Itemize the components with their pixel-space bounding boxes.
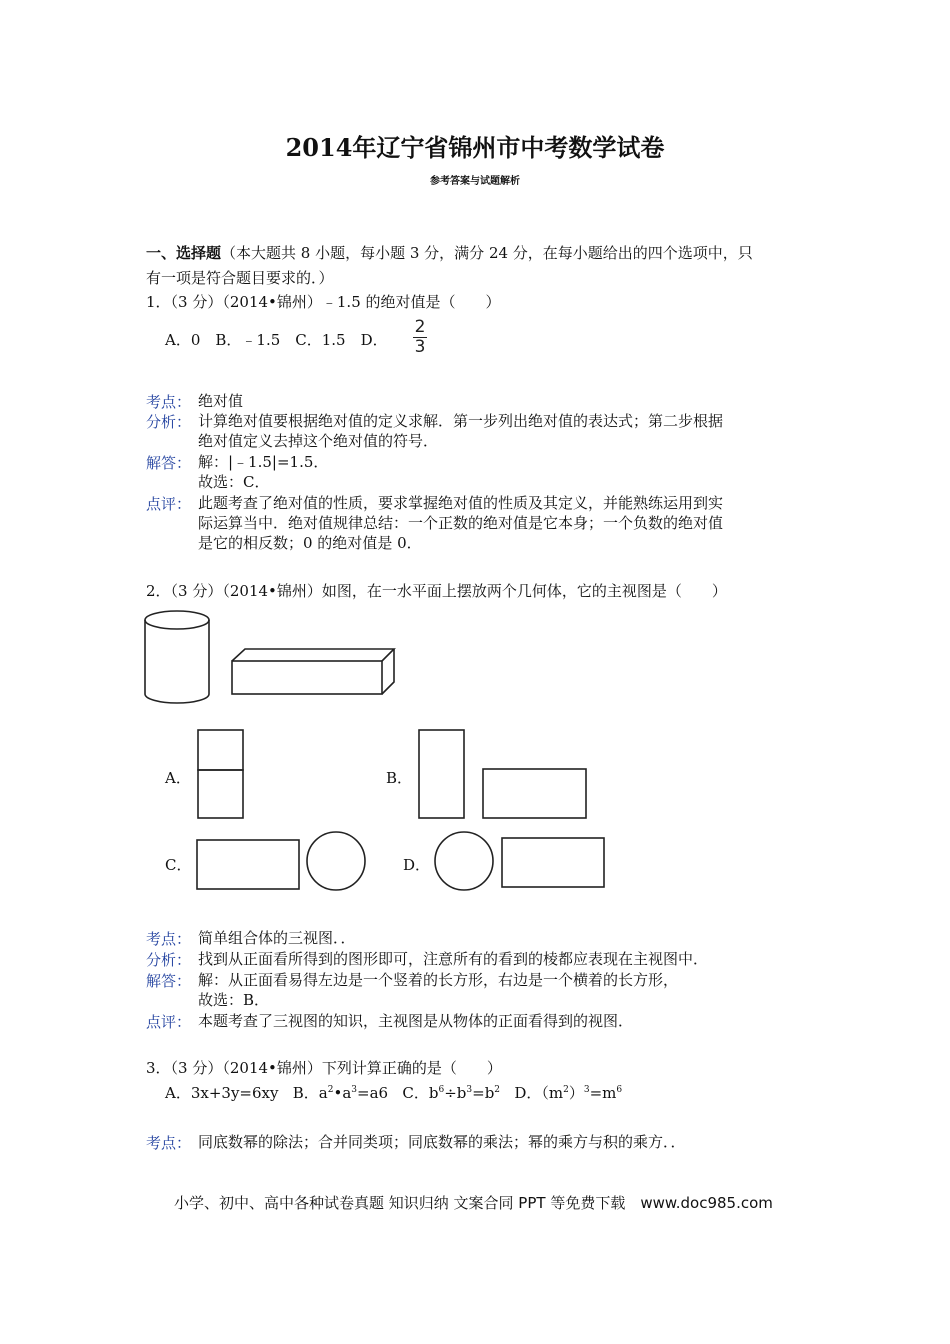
section-heading: 一、选择题 (146, 244, 222, 262)
q3-kaodian-label: 考点： (146, 1134, 192, 1152)
q1-dianping-line3: 是它的相反数；0 的绝对值是 0． (198, 534, 422, 552)
q1-stem: 1．（3 分）（2014•锦州）﹣1.5 的绝对值是（ ） (146, 293, 501, 311)
q3-option-c (402, 1084, 500, 1102)
q2-kaodian: 简单组合体的三视图．． (198, 929, 356, 947)
q2-fenxi-label: 分析： (146, 951, 192, 969)
q1-jieda-label: 解答： (146, 454, 192, 472)
q3-c-part2: ÷b (444, 1084, 467, 1102)
page-footer: 小学、初中、高中各种试卷真题 知识归纳 文案合同 PPT 等免费下载 www.doc985.com (174, 1194, 773, 1212)
q3-d-exp1: 2 (563, 1085, 569, 1095)
page-title: 2014年辽宁省锦州市中考数学试卷 (285, 133, 665, 162)
section-desc-line1: （本大题共 8 小题，每小题 3 分，满分 24 分，在每小题给出的四个选项中，只 (221, 244, 753, 262)
q2-dianping: 本题考查了三视图的知识，主视图是从物体的正面看得到的视图． (198, 1012, 634, 1030)
q2-option-b-label: B． (386, 769, 413, 787)
q2-option-a-label: A． (165, 769, 191, 787)
q2-dianping-label: 点评： (146, 1013, 192, 1031)
q2-option-d-label: D． (403, 856, 431, 874)
q3-c-exp1: 6 (438, 1085, 445, 1095)
q3-c-exp3: 2 (494, 1085, 501, 1095)
option-c-figure (197, 832, 365, 890)
q3-c-exp2: 3 (466, 1085, 473, 1095)
q1-fenxi-line1: 计算绝对值要根据绝对值的定义求解．第一步列出绝对值的表达式；第二步根据 (198, 412, 724, 430)
q2-jieda-line2: 故选：B． (198, 991, 270, 1009)
option-a-figure (198, 730, 243, 818)
q1-kaodian-label: 考点： (146, 393, 192, 411)
q3-stem: 3．（3 分）（2014•锦州）下列计算正确的是（ ） (146, 1059, 502, 1077)
q3-options (165, 1083, 622, 1103)
q3-b-part1: B．a (292, 1084, 328, 1102)
q1-fenxi-line2: 绝对值定义去掉这个绝对值的符号． (198, 432, 439, 450)
q3-d-exp3: 6 (616, 1085, 623, 1095)
q3-b-part3: =a6 (357, 1084, 389, 1102)
q2-kaodian-label: 考点： (146, 930, 192, 948)
q1-frac-numerator: 2 (414, 317, 426, 337)
q3-c-part1: C．b (402, 1084, 439, 1102)
q3-b-exp1: 2 (327, 1085, 334, 1095)
q3-option-d (514, 1084, 622, 1102)
q3-option-b (293, 1084, 388, 1102)
option-d-figure (435, 832, 604, 890)
q1-dianping-label: 点评： (146, 495, 192, 513)
q3-kaodian: 同底数幂的除法；合并同类项；同底数幂的乘法；幂的乘方与积的乘方．． (198, 1133, 686, 1151)
q3-option-a: A．3x+3y=6xy (165, 1084, 279, 1102)
q3-c-part3: =b (472, 1084, 495, 1102)
cuboid-figure (232, 649, 394, 694)
q1-fenxi-label: 分析： (146, 413, 192, 431)
page-subtitle: 参考答案与试题解析 (430, 176, 520, 187)
q1-options: A．0 B．﹣1.5 C．1.5 D． (165, 331, 388, 349)
q1-jieda-line1: 解：|﹣1.5|=1.5． (198, 453, 329, 471)
q2-jieda-line1: 解：从正面看易得左边是一个竖着的长方形，右边是一个横着的长方形， (198, 971, 679, 989)
q2-jieda-label: 解答： (146, 972, 192, 990)
q3-d-exp2: 3 (583, 1085, 590, 1095)
q1-dianping-line1: 此题考查了绝对值的性质，要求掌握绝对值的性质及其定义，并能熟练运用到实 (198, 494, 724, 512)
option-b-figure (419, 730, 586, 818)
cylinder-figure (145, 611, 209, 703)
q1-jieda-line2: 故选：C． (198, 473, 270, 491)
q1-dianping-line2: 际运算当中．绝对值规律总结：一个正数的绝对值是它本身；一个负数的绝对值 (198, 514, 724, 532)
q1-frac-denominator: 3 (414, 337, 426, 357)
q3-b-exp2: 3 (351, 1085, 358, 1095)
q2-option-c-label: C． (165, 856, 192, 874)
q2-stem: 2．（3 分）（2014•锦州）如图，在一水平面上摆放两个几何体，它的主视图是（ ） (146, 582, 727, 600)
section-desc-line2: 有一项是符合题目要求的．） (146, 269, 334, 287)
q3-d-part3: =m (589, 1084, 617, 1102)
q3-d-part2: ） (568, 1084, 584, 1102)
q3-d-part1: D．（m (514, 1084, 564, 1102)
q3-b-part2: •a (333, 1084, 352, 1102)
q2-fenxi: 找到从正面看所得到的图形即可，注意所有的看到的棱都应表现在主视图中． (198, 950, 709, 968)
q1-kaodian: 绝对值 (198, 392, 244, 410)
